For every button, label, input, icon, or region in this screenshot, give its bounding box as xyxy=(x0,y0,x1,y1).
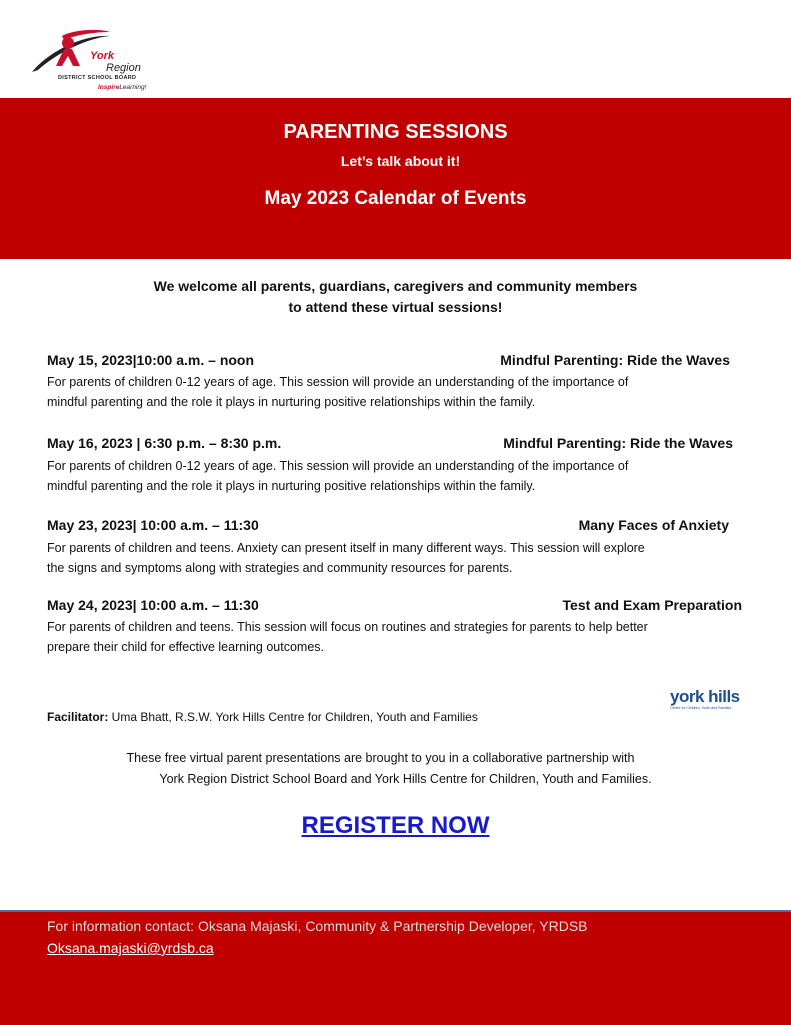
footer-band xyxy=(0,910,791,1025)
event-header xyxy=(47,517,747,537)
partnership-line-1: These free virtual parent presentations are brought to you in a collaborative partnership with xyxy=(126,751,635,765)
york-hills-logo-subtext: Centre for Children, Youth and Families xyxy=(670,706,732,710)
register-section xyxy=(0,812,791,840)
event-date: May 24, 2023| 10:00 a.m. – 11:30 xyxy=(47,597,259,613)
event-date: May 15, 2023|10:00 a.m. – noon xyxy=(47,352,255,368)
logo-region-text: Region xyxy=(106,62,141,74)
event-date: May 23, 2023| 10:00 a.m. – 11:30 xyxy=(47,517,259,533)
event-desc-line: For parents of children 0-12 years of age. This session will provide an understanding of the importance of xyxy=(47,459,629,473)
partnership-line-2: York Region District School Board and York Hills Centre for Children, Youth and Families. xyxy=(159,772,652,786)
york-hills-logo-text: york hills xyxy=(670,687,740,706)
event-desc-line: mindful parenting and the role it plays in nurturing positive relationships within the family. xyxy=(47,395,536,409)
welcome-line-1: We welcome all parents, guardians, caregivers and community members xyxy=(153,278,638,294)
event-title: Mindful Parenting: Ride the Waves xyxy=(500,352,730,368)
contact-email-link[interactable]: Oksana.majaski@yrdsb.ca xyxy=(47,940,214,956)
event-description xyxy=(47,617,747,657)
event-header xyxy=(47,597,747,617)
event-date: May 16, 2023 | 6:30 p.m. – 8:30 p.m. xyxy=(47,435,282,451)
event-description xyxy=(47,372,747,412)
event-desc-line: For parents of children 0-12 years of age. This session will provide an understanding of the importance of xyxy=(47,375,629,389)
welcome-line-2: to attend these virtual sessions! xyxy=(288,299,503,315)
york-hills-logo xyxy=(670,687,748,717)
logo-tagline: InspireLearning! xyxy=(98,84,147,91)
contact-info: For information contact: Oksana Majaski, Community & Partnership Developer, YRDSB xyxy=(47,918,588,934)
event-desc-line: For parents of children and teens. Anxiety can present itself in many different ways. This session will explore xyxy=(47,541,645,555)
event-description xyxy=(47,456,747,496)
logo-york-text: York xyxy=(90,50,115,62)
facilitator-line xyxy=(47,710,478,724)
event-title: Test and Exam Preparation xyxy=(562,597,742,613)
event-header xyxy=(47,352,747,372)
event-title: Mindful Parenting: Ride the Waves xyxy=(503,435,733,451)
page-subtitle: Let’s talk about it! xyxy=(340,153,461,169)
page-title: PARENTING SESSIONS xyxy=(283,121,508,143)
event-desc-line: mindful parenting and the role it plays in nurturing positive relationships within the family. xyxy=(47,479,536,493)
event-desc-line: prepare their child for effective learning outcomes. xyxy=(47,640,325,654)
facilitator-label: Facilitator: xyxy=(47,710,109,724)
facilitator-value: Uma Bhatt, R.S.W. York Hills Centre for Children, Youth and Families xyxy=(108,710,478,724)
logo-board-text: DISTRICT SCHOOL BOARD xyxy=(58,75,137,81)
header-band xyxy=(0,98,791,259)
event-desc-line: For parents of children and teens. This session will focus on routines and strategies for parents to help better xyxy=(47,620,648,634)
event-title: Many Faces of Anxiety xyxy=(578,517,729,533)
event-description xyxy=(47,538,747,578)
register-now-link[interactable]: REGISTER NOW xyxy=(301,812,490,839)
calendar-title: May 2023 Calendar of Events xyxy=(264,188,527,209)
yrdsb-logo xyxy=(28,28,168,98)
event-desc-line: the signs and symptoms along with strategies and community resources for parents. xyxy=(47,561,513,575)
event-header xyxy=(47,435,747,455)
